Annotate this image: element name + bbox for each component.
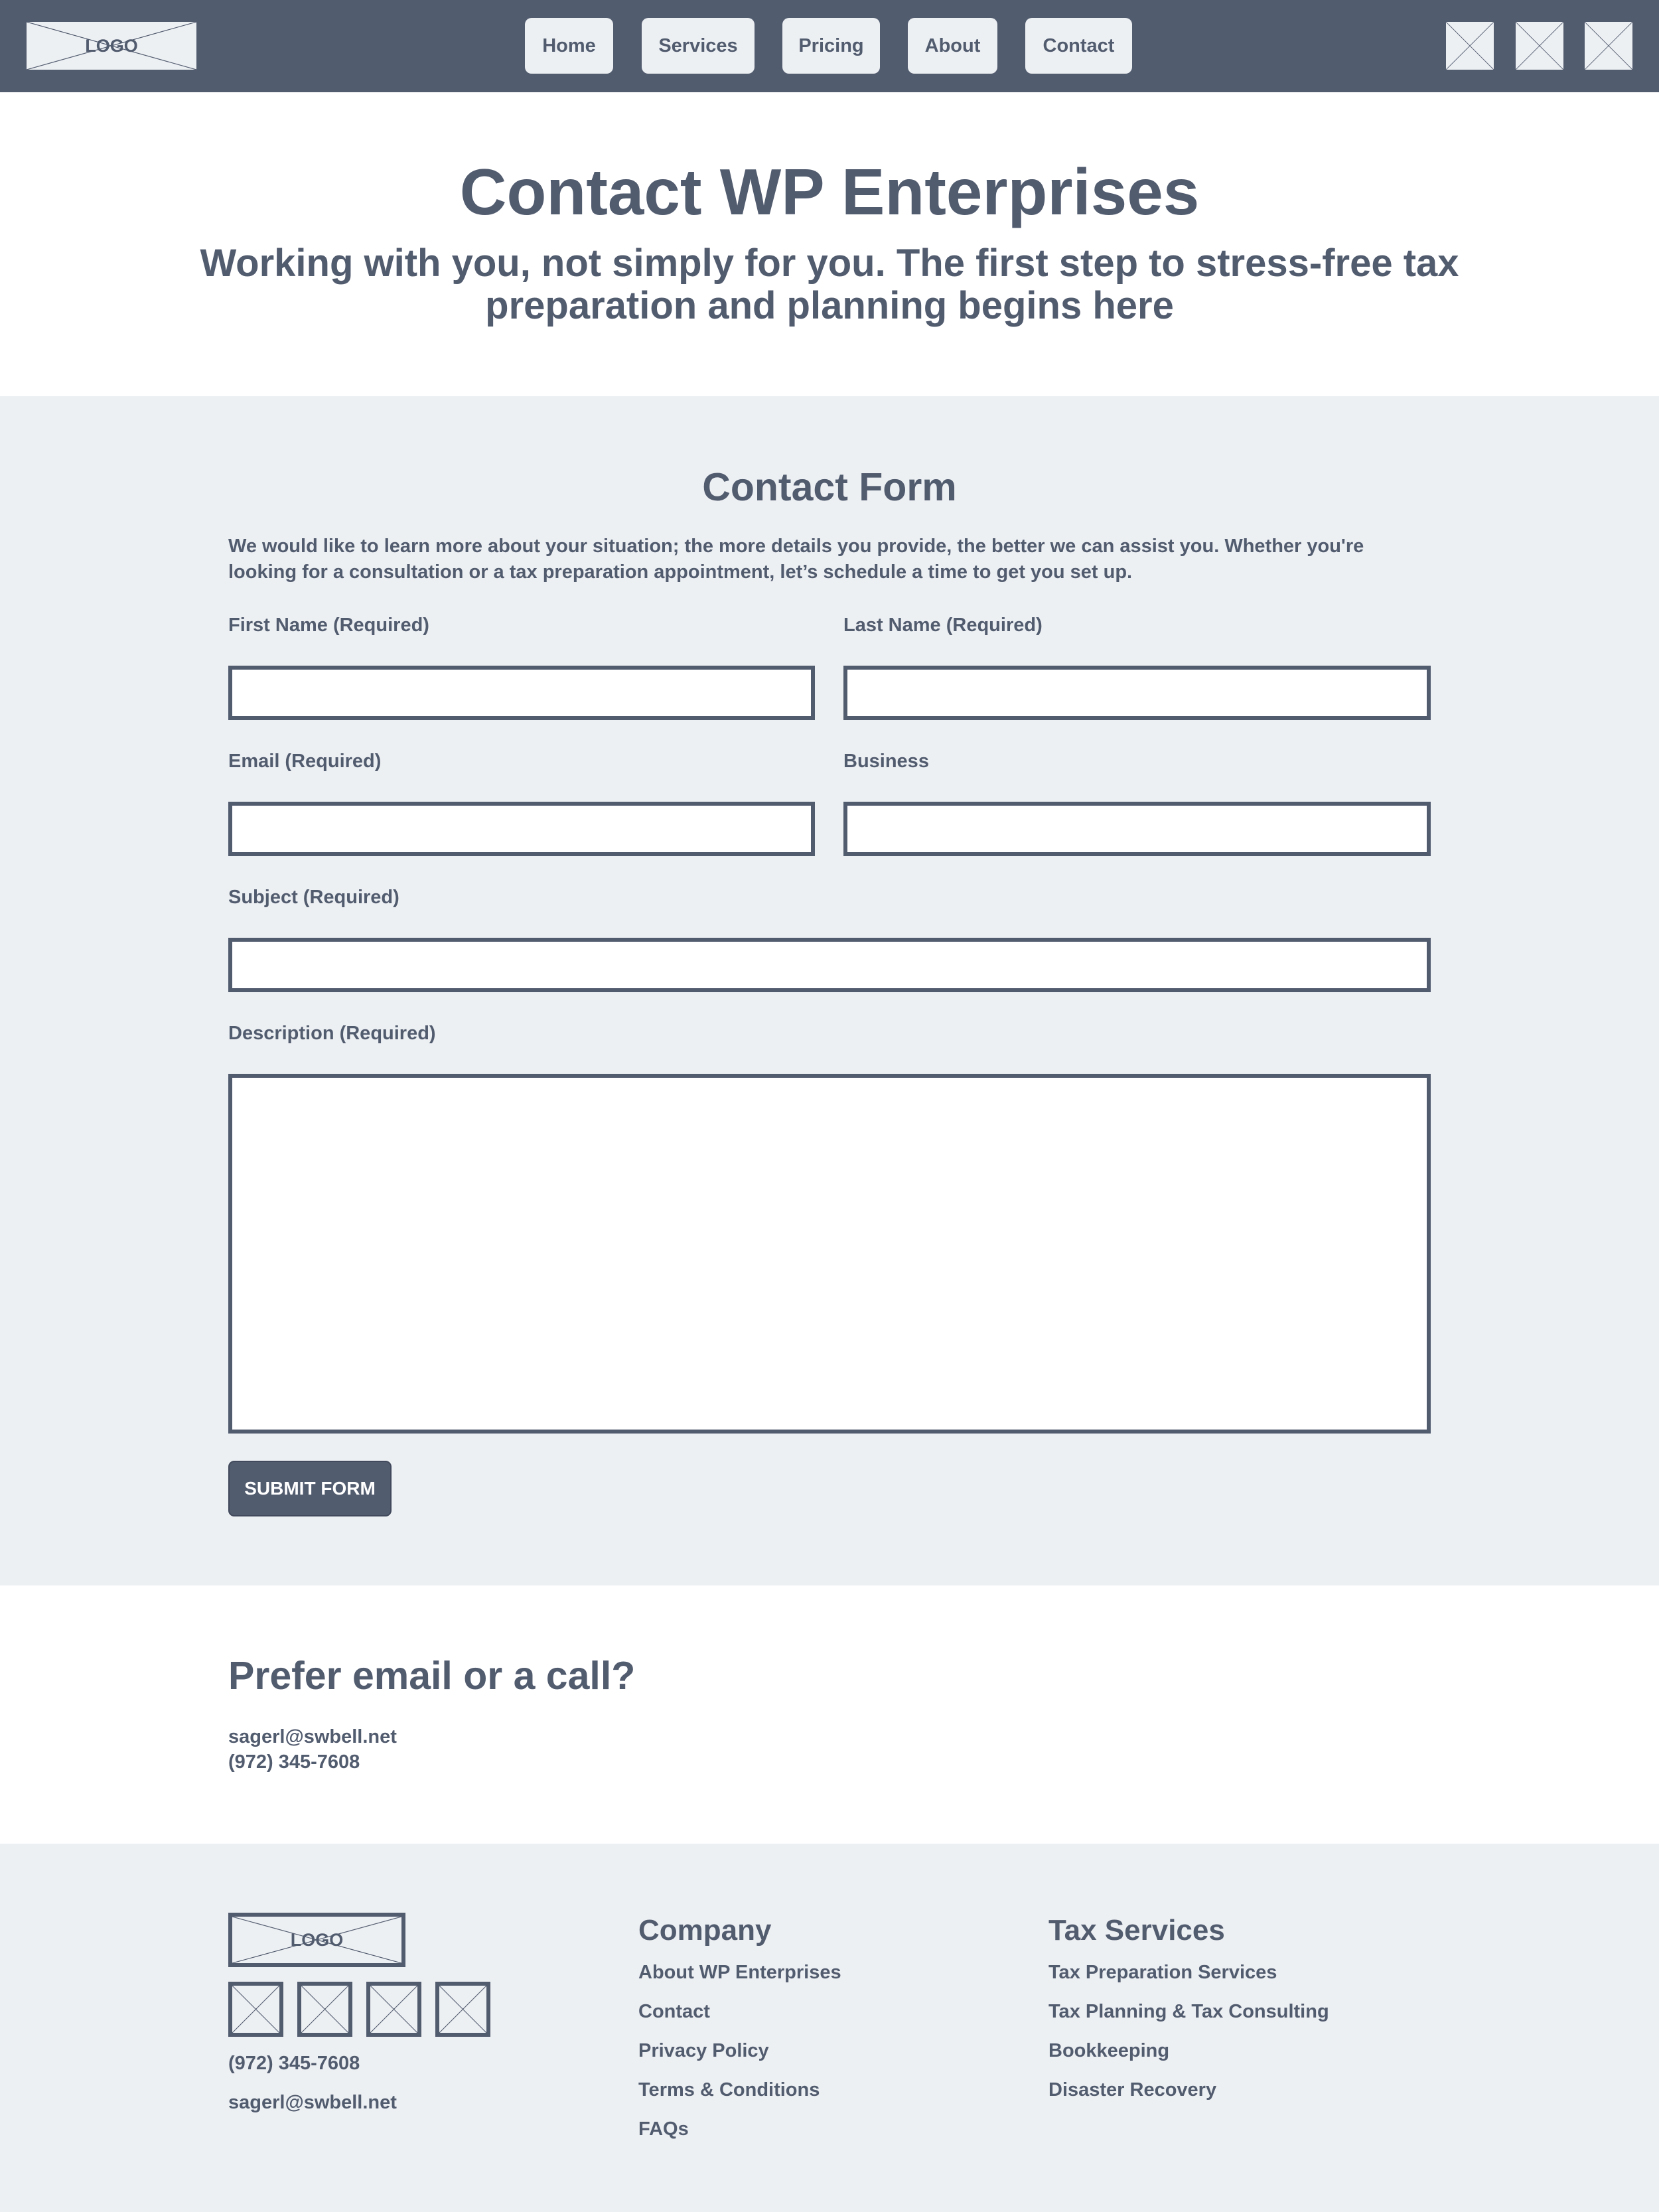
footer-logo-text: LOGO [290, 1929, 344, 1950]
footer-company-heading: Company [638, 1914, 772, 1947]
header-social-icon-2[interactable] [1514, 21, 1565, 71]
footer-social-icon-3[interactable] [366, 1982, 421, 2037]
nav-pricing[interactable]: Pricing [782, 18, 880, 74]
footer-logo[interactable] [228, 1913, 405, 1967]
submit-form-button[interactable]: SUBMIT FORM [228, 1461, 392, 1516]
hero-section [0, 92, 1659, 396]
header-social-icon-3[interactable] [1583, 21, 1634, 71]
email-label: Email (Required) [228, 751, 382, 772]
footer-link-terms[interactable]: Terms & Conditions [638, 2079, 820, 2101]
footer-services-heading: Tax Services [1048, 1914, 1225, 1947]
subject-label: Subject (Required) [228, 887, 399, 908]
footer-link-contact[interactable]: Contact [638, 2001, 710, 2022]
site-header [0, 0, 1659, 92]
footer-link-bookkeeping[interactable]: Bookkeeping [1048, 2040, 1170, 2061]
footer-link-about[interactable]: About WP Enterprises [638, 1962, 841, 1983]
site-footer [0, 1844, 1659, 2212]
footer-social-icon-4[interactable] [435, 1982, 490, 2037]
nav-home[interactable]: Home [525, 18, 613, 74]
business-field[interactable] [843, 802, 1431, 856]
first-name-field[interactable] [228, 666, 815, 720]
contact-form-section [0, 396, 1659, 1585]
page-subtitle: Working with you, not simply for you. The first step to stress-free tax preparation and planning begins here [200, 242, 1459, 327]
contact-phone[interactable]: (972) 345-7608 [228, 1751, 360, 1773]
footer-social-icon-1[interactable] [228, 1982, 283, 2037]
footer-email[interactable]: sagerl@swbell.net [228, 2092, 397, 2113]
description-label: Description (Required) [228, 1023, 436, 1044]
contact-email[interactable]: sagerl@swbell.net [228, 1726, 397, 1747]
footer-link-tax-planning[interactable]: Tax Planning & Tax Consulting [1048, 2001, 1329, 2022]
footer-social-icon-2[interactable] [297, 1982, 352, 2037]
form-intro-text: We would like to learn more about your situation; the more details you provide, the better we can assist you. Whether you're looking for a consultation or a tax preparation appointment, let’s schedule a time to get you set up. [228, 536, 1364, 583]
nav-services[interactable]: Services [642, 18, 755, 74]
email-field[interactable] [228, 802, 815, 856]
subject-field[interactable] [228, 938, 1431, 992]
last-name-label: Last Name (Required) [843, 615, 1043, 636]
footer-link-faqs[interactable]: FAQs [638, 2118, 689, 2140]
nav-contact[interactable]: Contact [1025, 18, 1132, 74]
footer-link-tax-prep[interactable]: Tax Preparation Services [1048, 1962, 1277, 1983]
business-label: Business [843, 751, 929, 772]
logo-text: LOGO [85, 35, 138, 56]
nav-about[interactable]: About [908, 18, 997, 74]
header-logo[interactable] [25, 21, 198, 71]
description-field[interactable] [228, 1074, 1431, 1434]
header-social-icon-1[interactable] [1445, 21, 1495, 71]
last-name-field[interactable] [843, 666, 1431, 720]
contact-title: Prefer email or a call? [228, 1654, 636, 1698]
footer-phone[interactable]: (972) 345-7608 [228, 2053, 360, 2074]
form-title: Contact Form [702, 465, 957, 509]
footer-link-disaster-recovery[interactable]: Disaster Recovery [1048, 2079, 1217, 2101]
contact-info-section [0, 1585, 1659, 1844]
page-title: Contact WP Enterprises [459, 155, 1200, 228]
footer-link-privacy[interactable]: Privacy Policy [638, 2040, 769, 2061]
first-name-label: First Name (Required) [228, 615, 429, 636]
